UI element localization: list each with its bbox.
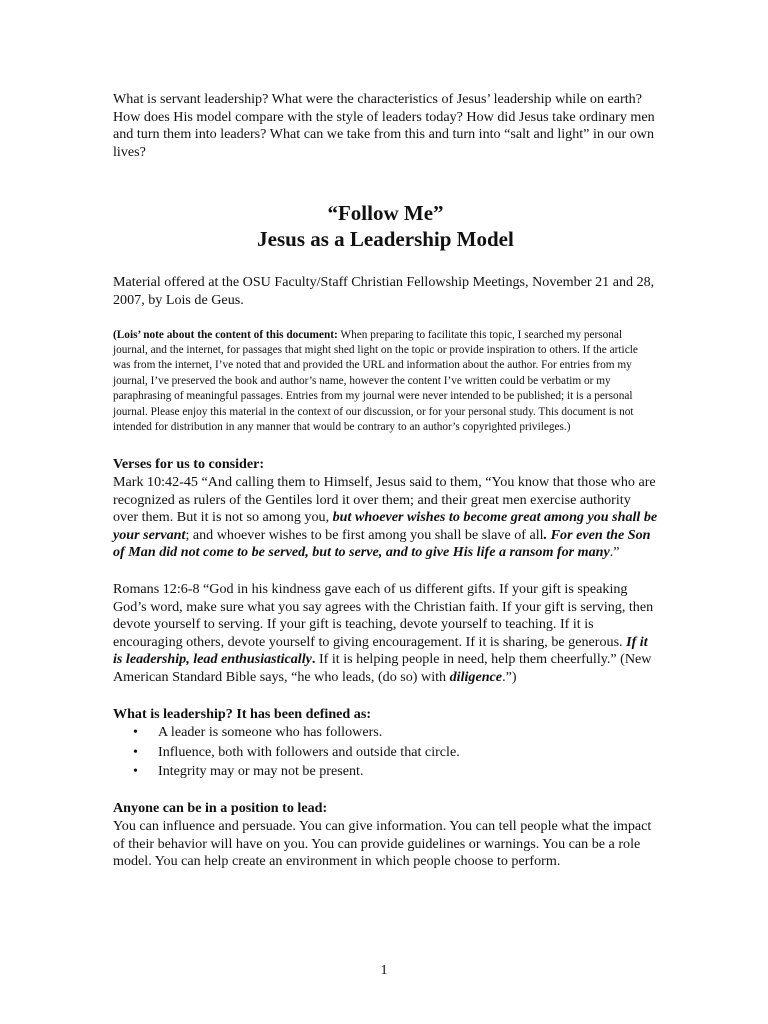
list-item: [113, 762, 658, 781]
bullet-icon: •: [133, 724, 138, 741]
anyone-section: [113, 800, 658, 870]
leadership-list: [113, 723, 658, 781]
list-item-text: Influence, both with followers and outside that circle.: [158, 743, 460, 760]
list-item-text: A leader is someone who has followers.: [158, 724, 383, 741]
romans-verse: [113, 581, 658, 687]
author-note: [113, 328, 658, 436]
mark-emphasis-1: but whoever wishes to become great among you shall be your servant: [113, 509, 658, 543]
page-number: 1: [380, 962, 388, 978]
mark-emphasis-2: . For even the Son of Man did not come to be served, but to serve, and to give His life a ransom for many: [113, 526, 651, 561]
list-item: [113, 723, 658, 742]
verses-section: [113, 456, 658, 562]
list-item: [113, 743, 658, 762]
intro-paragraph: What is servant leadership? What were the characteristics of Jesus’ leadership while on earth? How does His model compare with the style of leaders today? How did Jesus take ordinary men and turn them into leaders? What can we take from this and turn into “salt and light” in our own lives?: [113, 91, 655, 160]
document-title: “Follow Me”: [327, 201, 444, 226]
bullet-icon: •: [133, 743, 138, 760]
offered-paragraph: Material offered at the OSU Faculty/Staff Christian Fellowship Meetings, November 21 and 28, 2007, by Lois de Geus.: [113, 274, 655, 308]
verses-heading: Verses for us to consider:: [113, 456, 265, 473]
mark-text-3: .”: [609, 544, 620, 561]
mark-text-2: ; and whoever wishes to be first among you shall be slave of all: [185, 526, 544, 543]
romans-emphasis-2: diligence: [449, 668, 503, 685]
bullet-icon: •: [133, 762, 138, 779]
anyone-heading: Anyone can be in a position to lead:: [113, 800, 328, 817]
romans-emphasis-1: If it is leadership, lead enthusiastically: [113, 633, 648, 668]
romans-text-2: If it is helping people in need, help them cheerfully.” (New American Standard Bible says, “he who leads, (do so) with: [113, 651, 652, 685]
author-note-label: (Lois’ note about the content of this document:: [113, 328, 338, 341]
anyone-paragraph: You can influence and persuade. You can give information. You can tell people what the impact of their behavior will have on you. You can provide guidelines or warnings. You can be a role model. You can help create an environment in which people choose to perform.: [113, 817, 652, 870]
document-subtitle: Jesus as a Leadership Model: [257, 227, 514, 252]
romans-text-3: .”): [502, 668, 517, 685]
romans-text-1: Romans 12:6-8 “God in his kindness gave each of us different gifts. If your gift is speaking God’s word, make sure what you say agrees with the Christian faith. If your gift is serving, then devote yourself to serving. If your gift is teaching, devote yourself to teaching. If it is encouraging others, devote yourself to giving encouragement. If it is sharing, be generous.: [113, 580, 654, 650]
romans-emphasis-period: .: [311, 651, 316, 668]
leadership-section: [113, 706, 658, 782]
list-item-text: Integrity may or may not be present.: [158, 762, 364, 779]
leadership-heading: What is leadership? It has been defined as:: [113, 705, 372, 722]
mark-text-1: Mark 10:42-45 “And calling them to Himself, Jesus said to them, “You know that those who are recognized as rulers of the Gentiles lord it over them; and their great men exercise authority over them. But it is not so among you,: [113, 474, 656, 526]
mark-verse: [113, 474, 658, 562]
author-note-text: When preparing to facilitate this topic, I searched my personal journal, and the internet, for passages that might shed light on the topic or provide inspiration to others. If the article was from the internet, I’ve noted that and provided the URL and information about the author. For entries from my journal, I’ve preserved the book and author’s name, however the content I’ve written could be verbatim or my paraphrasing of meaningful passages. Entries from my journal were never intended to be published; it is a personal journal. Please enjoy this material in the context of our discussion, or for your personal study. This document is not intended for distribution in any manner that would be contrary to an author’s copyrighted privileges.): [113, 328, 638, 433]
